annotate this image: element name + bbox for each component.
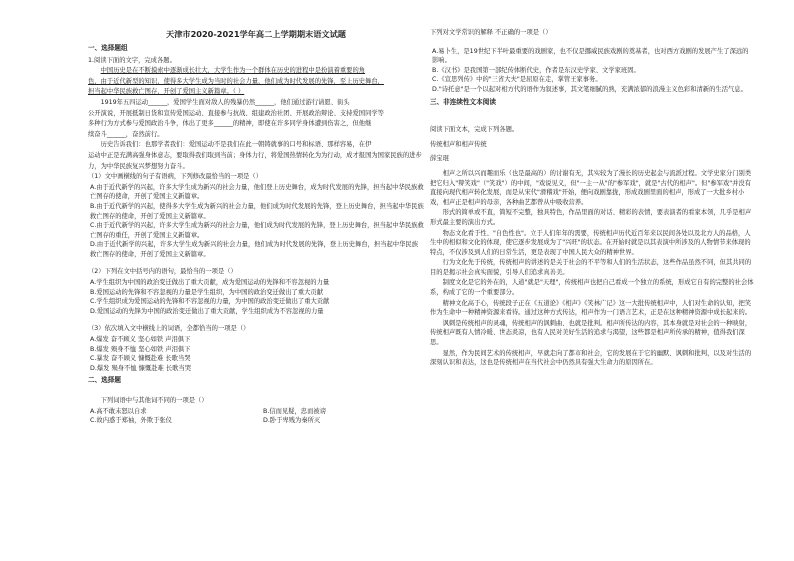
option-d: D."诗托意"是一个以起对相方代的语作为叙述事，其文笔细腻的熟，充满浓郁的浪漫主义色彩和清新的生活气息。 bbox=[432, 85, 747, 93]
article-paragraph: 讽刺是传统相声的灵魂，传统相声的讽刺曲、也就是批判。相声所传达的内容，其本身就是对社会的一种映射，传统相声既有人情冷暖、世态炎凉，也有人民对美好生活的追求与渴望，这些都是相声所传承的精神，值得我们深思。 bbox=[430, 319, 752, 347]
article-paragraph: 显然，作为民间艺术的传统相声，早就走向了都市和社会，它的发展在于它的幽默、讽刺和批判，以及对生活的深刻认识和表达，这也是传统相声在当代社会中仍然具有强大生命力的原因所在。 bbox=[430, 349, 752, 367]
article-paragraph: 形式的简单或不直，简短不完整，独具特色，作品里面的对话、精彩的表情，要表演者的看家本领，几乎是相声形式最主要的演出方式。 bbox=[430, 209, 752, 226]
right-column bbox=[430, 28, 754, 369]
question-2: （2）下列在文中括号内的语句，最恰当的一项是（） bbox=[88, 268, 237, 276]
article-paragraph: 物态文化看于性、"自色性也"。立于人们年年的需要，传统相声历代近百年来以民间各处以及北方人的品格，人生中的相似和文化的体现，使它逐步发展成为了"兴旺"的状态。在开始时就是以其表演中所涉及的人物情节来体现的特点，不仅涉及到人们的日常生活，更是表现了中国人民大众的精神世界。 bbox=[430, 229, 751, 256]
passage-line: 担当起中华民族救亡图存，开创了爱国主义新篇章。（ ） bbox=[88, 88, 245, 96]
option-b: B.爆发 殒身不恤 坚心如铁 声泪俱下 bbox=[90, 345, 191, 353]
article-title: 传统相声和相声传统 bbox=[430, 140, 487, 148]
passage-line: 1919年五四运动______，爱国学生面对敌人的残暴仍然______，他们通过游行请愿、街头 bbox=[100, 98, 350, 106]
passage-line: 续奋斗______，奋然前行。 bbox=[88, 130, 164, 138]
reading-intro: 1.阅读下面的文字，完成各题。 bbox=[88, 56, 176, 64]
option-a: A.学生组织为中国的政治变迁做出了重大贡献，成为爱国运动的先锋和不容忽视的力量 bbox=[90, 279, 330, 287]
question-5: 下列对文学常识的解释 不正确的一项是（） bbox=[430, 29, 552, 36]
option-b: B.信而见疑，忠而被谤 bbox=[263, 407, 326, 415]
passage-line: 历史告诉我们：也那学者我们：爱国运动不是我们在此一朝铸就事的口号和标语、那样容易，在伊 bbox=[100, 141, 372, 149]
question-3: （3）依次填入文中横线上的词语，全都恰当的一项是（） bbox=[88, 325, 250, 333]
option-b: B.由于近代新学的兴起，使得多大学生成为新兴的社会力量，他们成为时代发展的先锋，登上历史舞台，担当起中华民族救亡图存的使命，开创了爱国主义新篇章。 bbox=[90, 202, 424, 220]
article-paragraph: 制度文化是它的外在的，人道"就是"天理"，传统相声也把自己看成一个独立的系统，形成它自有的完整的社会体系，构成了它的一个重要部分。 bbox=[430, 279, 754, 297]
document-title: 天津市2020-2021学年高二上学期期末语文试题 bbox=[166, 29, 346, 39]
option-d: D.爱国运动的先锋为中国的政治变迁做出了重大贡献，学生组织成为不容忽视的力量 bbox=[90, 307, 324, 315]
passage-line: 色，由于近代新型的知识，使得多大学生成为当时的社会力量，他们成为时代发展的先锋，至上历史舞台， bbox=[88, 77, 384, 85]
option-d: D.卧于卑贱为秦所灭 bbox=[263, 417, 321, 425]
reading-intro-2: 阅读下面文本，完成下列各题。 bbox=[430, 126, 519, 134]
article-paragraph: 精神文化高于心，传统段子正在《五道论》《相声》《笑林广记》这一大批传统相声中，人们对生命的认知，把笑作为生命中一种精神资源来看待。通过这种方式传达，相声作为一门语言艺术，正是在这种精神资源中成长起来的。 bbox=[430, 299, 752, 317]
option-a: A.爆发 奋不顾义 坚心如铁 声泪俱下 bbox=[90, 336, 191, 344]
option-c: C.由于近代新学的兴起，许多大学生成为新兴的社会力量，他们成为时代发展的先锋，登上历史舞台，担当起中华民族救亡图存的重任，开创了爱国主义新篇章。 bbox=[90, 222, 424, 239]
passage-1 bbox=[88, 66, 424, 171]
passage-line: 中国历史是在不断摸索中逐渐成长壮大，大学生作为一个群体在历史的进程中是扮演着重要的角 bbox=[100, 67, 366, 75]
option-c: C.《宣思列传》中的"三省大夫"是屈原在走，掌管王家事务。 bbox=[432, 76, 602, 84]
option-c: C.暴发 奋不顾义 慷慨赴难 长歌当哭 bbox=[90, 355, 191, 363]
option-d: D.由于近代新学的兴起，许多大学生成为新兴的社会力量，他们成为时代发展的先锋，登上历史舞台，担当起中华民族救亡图存的使命，开创了爱国主义新篇章。 bbox=[90, 241, 418, 258]
question-4: 下列词语中与其他词不同的一项是（） bbox=[100, 397, 208, 404]
passage-line: 公开演说，开展抵制日货和宣传爱国运动、直接参与抗战、组建政治社团、开展政治辩论、支持爱国同学等 bbox=[88, 109, 384, 117]
option-b: B.爱国运动的先锋和不容忽视的力量是学生组织，为中国的政治变迁做出了重大贡献 bbox=[90, 288, 324, 296]
section-heading-2: 二、选择题 bbox=[88, 376, 121, 385]
option-a: A.高不敢未怒以自求 bbox=[90, 407, 147, 415]
left-column bbox=[88, 28, 424, 426]
option-b: B.《汉书》是我国第一部纪传体断代史，作者是东汉史学家、文学家班固。 bbox=[432, 66, 640, 74]
passage-line: 力，为中华民族复兴梦想努力奋斗。 bbox=[88, 162, 189, 170]
passage-line: 多种行为方式参与爱国政治斗争，体出了更多______的精神，即使在许多同学身体遭到伤害之，但他继 bbox=[88, 120, 372, 128]
passage-line: 运动中正是充满高强身体意志，要取得我们取到当前；身体力行，将爱国热情转化为为行动，成才报国为国家民族的进步 bbox=[88, 151, 422, 159]
section-heading-3: 三、非连续性文本阅读 bbox=[430, 97, 496, 106]
article-paragraph: 行为文化先于传统，传统相声的讲述的是关于社会的不平等和人们的生活状态，这些作品虽然不同，但其共同的目的是揭示社会真实面貌，引导人们追求真善美。 bbox=[430, 259, 752, 276]
option-c: C.学生组织成为爱国运动的先锋和不容忽视的力量，为中国的政治变迁做出了重大贡献 bbox=[90, 298, 330, 306]
option-grid bbox=[88, 407, 424, 426]
option-c: C.故内惑于郑袖，外欺于张仪 bbox=[90, 417, 172, 425]
question-1: （1）文中画横线的句子有语病，下列修改最恰当的一项是（） bbox=[88, 173, 263, 181]
option-a: A.由于近代新学的兴起，许多大学生成为新兴的社会力量，他们登上历史舞台，成为时代发展的先锋，担当起中华民族救亡图存的使命，开创了爱国主义新篇章。 bbox=[90, 183, 424, 201]
section-heading-1: 一、选择题组 bbox=[88, 44, 128, 52]
option-d: D.爆发 殒身不恤 慷慨赴难 长歌当哭 bbox=[90, 364, 192, 372]
article-paragraph: 相声之所以兴而趣而乐（也是最高的）的讨谢有无，其实较为了漫长的历史起金与流派过程。文学史家分门别类把它归入"辩笑戏"（"笑戏"）的中间，"戏说见义，但"一主一从"的"参军戏"，就是"古代的相声"。但"参军戏"并没有直接向现代相声转化发展，而是从宋代"滑稽戏"开始，便向戏剧靠拢，形成戏剧里面的相声，形成了一大批乡村小戏，相声正是相声的母亲，各种曲艺都曾从中吸收营养。 bbox=[430, 169, 752, 206]
option-a: A.易卜生，是19世纪下半叶最重要的戏剧家，也不仅是挪威民族戏剧的奠基者，也对西方戏剧的发展产生了深远的影响。 bbox=[432, 47, 749, 65]
article-author: 薛宝琨 bbox=[430, 155, 449, 163]
